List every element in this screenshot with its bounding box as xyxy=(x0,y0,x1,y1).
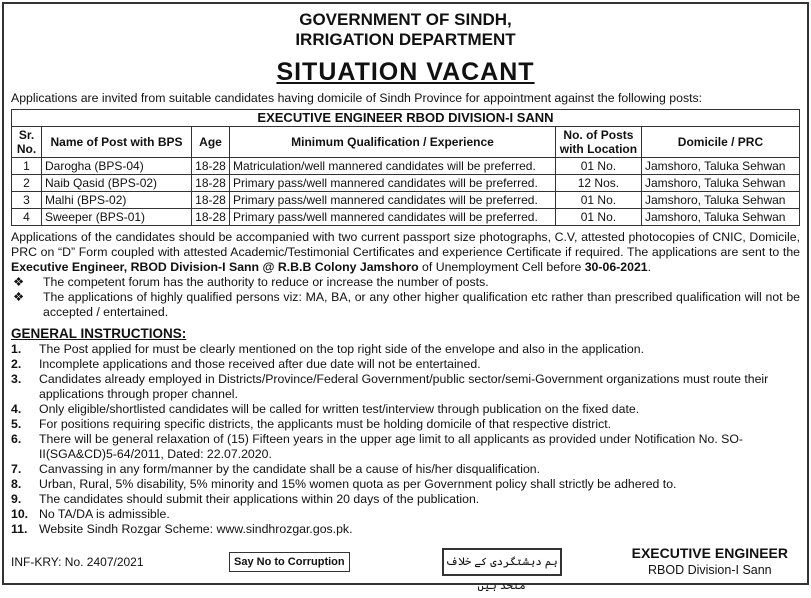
instruction-text: Candidates already employed in Districts/Province/Federal Government/public sector/semi-Government organizations must route their applications through proper channel. xyxy=(39,372,769,401)
advertisement-border xyxy=(2,2,809,592)
bullet-item xyxy=(11,275,800,290)
table-cell: Darogha (BPS-04) xyxy=(42,158,192,175)
instruction-item xyxy=(11,432,800,462)
table-cell: 2 xyxy=(12,175,42,192)
signatory-title: EXECUTIVE ENGINEER xyxy=(631,545,788,561)
instruction-item xyxy=(11,402,800,417)
posts-table xyxy=(11,109,800,226)
instruction-number: 5. xyxy=(11,417,22,431)
instruction-text: For positions requiring specific districts, the applicants must be holding domicile of that respective district. xyxy=(39,417,612,431)
table-cell: 3 xyxy=(12,192,42,209)
column-header: Sr. No. xyxy=(12,127,42,158)
intro-text: Applications are invited from suitable candidates having domicile of Sindh Province for appointment against the following posts: xyxy=(11,91,703,105)
instruction-number: 8. xyxy=(11,477,22,491)
instruction-item xyxy=(11,372,800,402)
instruction-number: 4. xyxy=(11,402,22,416)
footer xyxy=(11,545,800,592)
government-title: GOVERNMENT OF SINDH, xyxy=(299,10,512,29)
instruction-text: No TA/DA is admissible. xyxy=(39,507,170,521)
signatory xyxy=(632,545,788,579)
instruction-text: Only eligible/shortlisted candidates will be called for written test/interview through publication on the fixed date. xyxy=(39,402,640,416)
table-cell: 01 No. xyxy=(555,158,641,175)
instruction-text: Website Sindh Rozgar Scheme: www.sindhrozgar.gos.pk. xyxy=(39,522,353,536)
instruction-item xyxy=(11,492,800,507)
para-text: Applications of the candidates should be accompanied with two current passport size photographs, C.V, attested photocopies of CNIC, Domicile, PRC on “D” Form coupled with attested Academic/Testimonial Certificates and experience Certificate if required. The applications are sent to the xyxy=(11,230,800,259)
instruction-number: 2. xyxy=(11,357,22,371)
table-cell: 01 No. xyxy=(555,192,641,209)
table-cell: Jamshoro, Taluka Sehwan xyxy=(641,192,799,209)
table-cell: Jamshoro, Taluka Sehwan xyxy=(641,158,799,175)
column-header: Age xyxy=(192,127,230,158)
instruction-item xyxy=(11,522,800,537)
table-cell: Jamshoro, Taluka Sehwan xyxy=(641,209,799,226)
table-cell: Matriculation/well mannered candidates will be preferred. xyxy=(230,158,556,175)
header xyxy=(11,10,800,50)
deadline-date: 30-06-2021 xyxy=(584,260,648,274)
instruction-item xyxy=(11,357,800,372)
table-cell: 18-28 xyxy=(192,175,230,192)
column-header: Domicile / PRC xyxy=(641,127,799,158)
bullet-item xyxy=(11,290,800,320)
signatory-division: RBOD Division-I Sann xyxy=(647,563,772,577)
instruction-number: 6. xyxy=(11,432,22,446)
bullet-icon: ❖ xyxy=(13,290,25,304)
page-title: SITUATION VACANT xyxy=(276,58,535,86)
instruction-text: Incomplete applications and those received after due date will not be entertained. xyxy=(39,357,481,371)
para-text: . xyxy=(647,260,652,274)
table-cell: Naib Qasid (BPS-02) xyxy=(42,175,192,192)
table-cell: Primary pass/well mannered candidates will be preferred. xyxy=(230,192,556,209)
table-row xyxy=(12,192,800,209)
table-cell: 4 xyxy=(12,209,42,226)
column-header: Minimum Qualification / Experience xyxy=(230,127,556,158)
table-cell: Primary pass/well mannered candidates will be preferred. xyxy=(230,209,556,226)
instruction-item xyxy=(11,417,800,432)
bullet-text: The competent forum has the authority to reduce or increase the number of posts. xyxy=(43,275,489,289)
table-cell: Jamshoro, Taluka Sehwan xyxy=(641,175,799,192)
instruction-text: Canvassing in any form/manner by the candidate shall be a cause of his/her disqualification. xyxy=(39,462,541,476)
instruction-item xyxy=(11,477,800,492)
instruction-text: The candidates should submit their applications within 20 days of the publication. xyxy=(39,492,480,506)
instruction-number: 7. xyxy=(11,462,22,476)
table-cell: 12 Nos. xyxy=(555,175,641,192)
table-row xyxy=(12,158,800,175)
column-header: No. of Posts with Location xyxy=(555,127,641,158)
instruction-item xyxy=(11,462,800,477)
bullet-icon: ❖ xyxy=(13,275,25,289)
table-cell: 18-28 xyxy=(192,192,230,209)
general-instructions-title: GENERAL INSTRUCTIONS: xyxy=(11,326,187,341)
instruction-text: Urban, Rural, 5% disability, 5% minority and 15% women quota as per Government policy shall strictly be adhered to. xyxy=(39,477,677,491)
instruction-item xyxy=(11,507,800,522)
para-text: of Unemployment Cell before xyxy=(418,260,585,274)
instruction-text: There will be general relaxation of (15) Fifteen years in the upper age limit to all applicants as provided under Notification No. SO-II(SGA&CD)5-64/2011, Dated: 22.07.2020. xyxy=(39,432,744,461)
table-cell: 18-28 xyxy=(192,209,230,226)
address: Executive Engineer, RBOD Division-I Sann @ R.B.B Colony Jamshoro xyxy=(11,260,419,274)
department-title: IRRIGATION DEPARTMENT xyxy=(295,30,516,49)
instruction-text: The Post applied for must be clearly mentioned on the top right side of the envelope and also in the application. xyxy=(39,342,644,356)
table-row xyxy=(12,175,800,192)
table-cell: 1 xyxy=(12,158,42,175)
instruction-item xyxy=(11,342,800,357)
table-cell: Sweeper (BPS-01) xyxy=(42,209,192,226)
application-instructions xyxy=(11,230,800,320)
column-header: Name of Post with BPS xyxy=(42,127,192,158)
reference-number: INF-KRY: No. 2407/2021 xyxy=(11,555,144,569)
instruction-number: 9. xyxy=(11,492,22,506)
urdu-slogan-box: ہم دہشتگردی کے خلاف متحد ہیں xyxy=(442,548,562,576)
table-caption: EXECUTIVE ENGINEER RBOD DIVISION-I SANN xyxy=(12,110,800,127)
instruction-number: 11. xyxy=(11,522,28,536)
table-cell: Primary pass/well mannered candidates will be preferred. xyxy=(230,175,556,192)
table-cell: 01 No. xyxy=(555,209,641,226)
general-instructions xyxy=(11,326,800,537)
table-cell: 18-28 xyxy=(192,158,230,175)
instruction-number: 1. xyxy=(11,342,22,356)
instruction-number: 3. xyxy=(11,372,22,386)
say-no-to-corruption-box: Say No to Corruption xyxy=(229,552,350,572)
table-row xyxy=(12,209,800,226)
table-cell: Malhi (BPS-02) xyxy=(42,192,192,209)
instruction-number: 10. xyxy=(11,507,29,521)
bullet-text: The applications of highly qualified persons viz: MA, BA, or any other higher qualification etc rather than prescribed qualification will not be accepted / entertained. xyxy=(43,290,800,319)
